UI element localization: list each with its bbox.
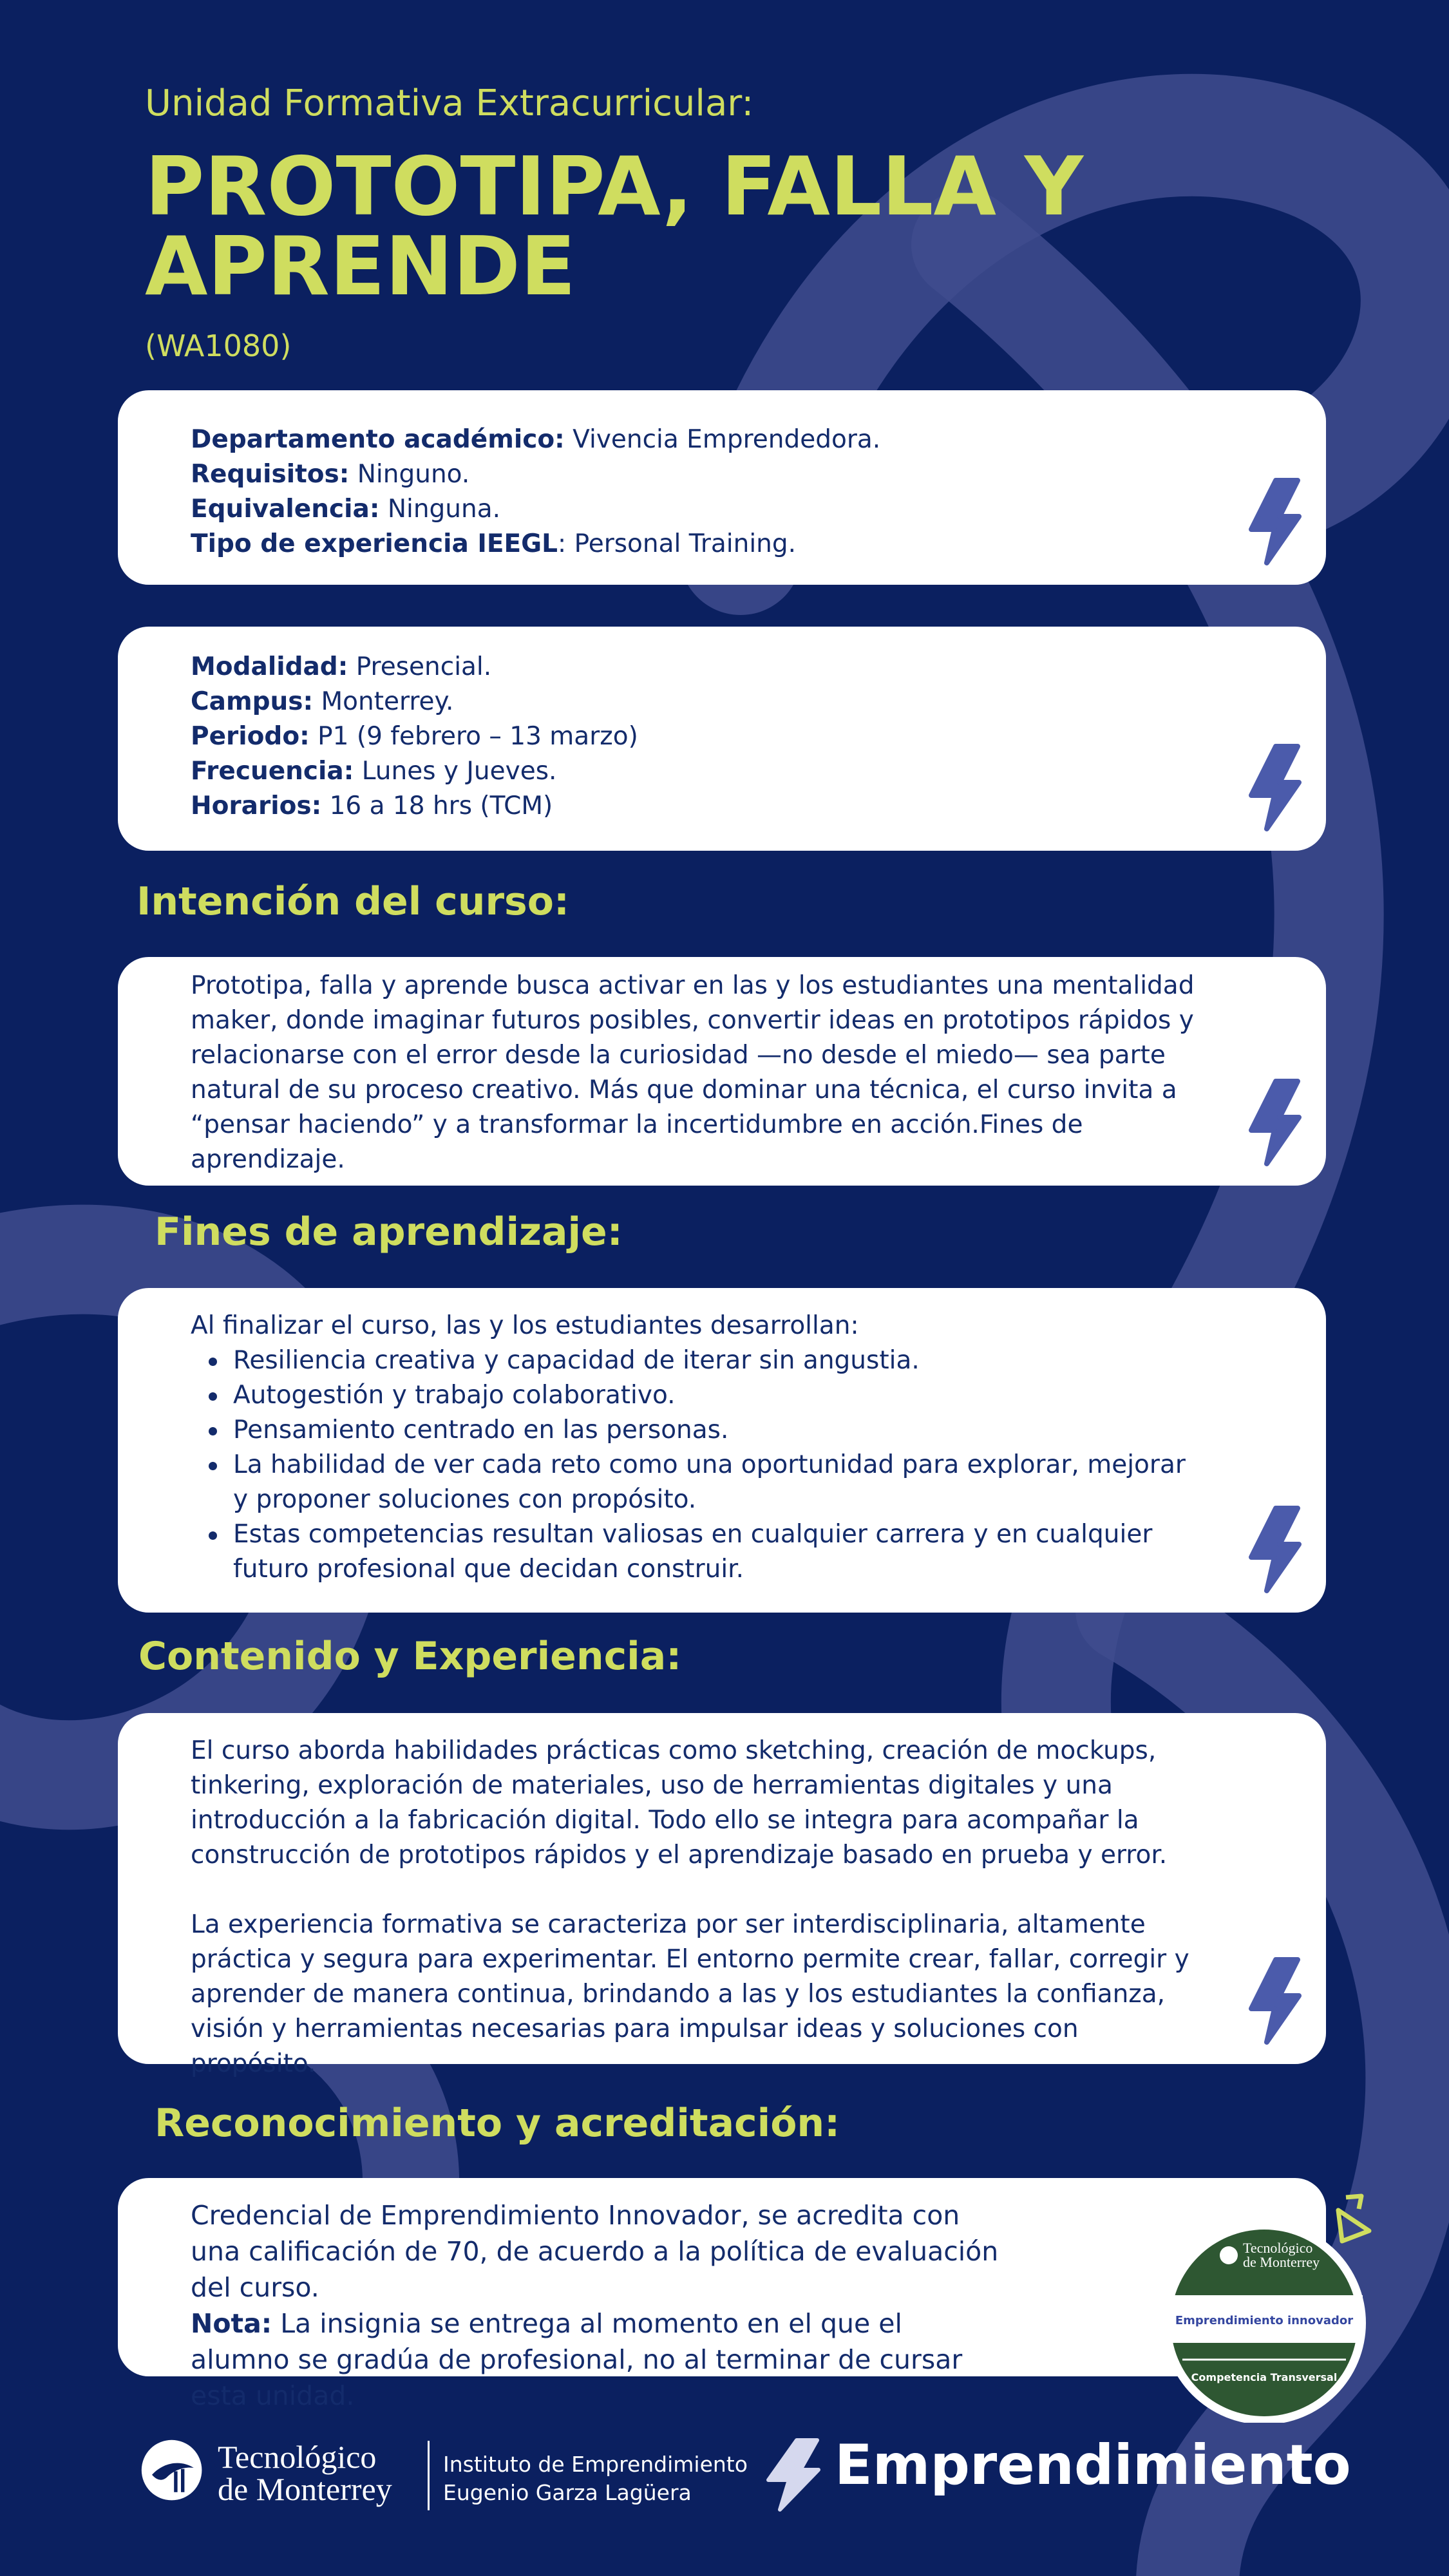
info-value: Ninguno. [349, 460, 470, 489]
section-title-intencion: Intención del curso: [137, 879, 569, 924]
footer-institute [443, 2450, 748, 2507]
badge-ribbon-text: Emprendimiento innovador [1175, 2314, 1354, 2327]
list-item: Estas competencias resultan valiosas en cualquier carrera y en cualquier futuro profesional que decidan construir. [191, 1517, 1197, 1587]
info-row [191, 789, 1197, 824]
lightning-bolt-icon [1247, 1506, 1302, 1593]
contenido-card [118, 1713, 1326, 2078]
list-item: La habilidad de ver cada reto como una oportunidad para explorar, mejorar y proponer soluciones con propósito. [191, 1448, 1197, 1517]
badge-brand-line-1: Tecnológico [1243, 2240, 1313, 2256]
info-label: Frecuencia: [191, 757, 354, 786]
fines-intro: Al finalizar el curso, las y los estudiantes desarrollan: [191, 1311, 859, 1340]
info-row [191, 527, 1197, 562]
badge-brand-line-2: de Monterrey [1243, 2254, 1320, 2270]
info-label: Campus: [191, 687, 314, 716]
lightning-bolt-icon [1247, 1079, 1302, 1166]
note-label: Nota: [191, 2308, 272, 2339]
contenido-paragraph-2: La experiencia formativa se caracteriza por ser interdisciplinaria, altamente práctica y segura para experimentar. El entorno permite crear, fallar, corregir y aprender de manera continua, brindando a las y los estudiantes la confianza, visión y herramientas necesarias para impulsar ideas y soluciones con propósito. [191, 1910, 1189, 2078]
emprendimiento-bolt-icon [763, 2438, 821, 2512]
info-label: Requisitos: [191, 460, 350, 489]
course-code: (WA1080) [145, 328, 292, 363]
lightning-bolt-icon [1247, 744, 1302, 831]
section-title-reconocimiento: Reconocimiento y acreditación: [155, 2101, 840, 2146]
info-label: Modalidad: [191, 652, 348, 681]
course-title: PROTOTIPA, FALLA Y APRENDE [145, 139, 1084, 314]
info-value: P1 (9 febrero – 13 marzo) [309, 722, 638, 751]
info-label: Horarios: [191, 791, 322, 820]
credential-badge [1151, 2191, 1383, 2423]
section-title-fines: Fines de aprendizaje: [155, 1209, 623, 1255]
info-card-schedule [118, 627, 1326, 851]
info-value: Lunes y Jueves. [354, 757, 557, 786]
fines-card [118, 1288, 1326, 1613]
reconocimiento-text: Credencial de Emprendimiento Innovador, se acredita con una calificación de 70, de acuerdo a la política de evaluación del curso. [191, 2200, 999, 2303]
badge-bottom-text: Competencia Transversal [1191, 2371, 1338, 2383]
intencion-card [118, 957, 1326, 1186]
section-title-contenido: Contenido y Experiencia: [138, 1634, 682, 1679]
info-value: 16 a 18 hrs (TCM) [321, 791, 553, 820]
footer-tec-line-2: de Monterrey [218, 2471, 392, 2507]
intencion-text: Prototipa, falla y aprende busca activar en las y los estudiantes una mentalidad maker, donde imaginar futuros posibles, convertir ideas en prototipos rápidos y relacionarse con el error desde la curiosidad —no desde el miedo— sea parte natural de su proceso creativo. Más que dominar una técnica, el curso invita a “pensar haciendo” y a transformar la incertidumbre en acción.Fines de aprendizaje. [191, 971, 1195, 1174]
footer-divider [428, 2441, 430, 2510]
info-card-academic [118, 390, 1326, 585]
info-value: Monterrey. [313, 687, 454, 716]
info-row [191, 650, 1197, 685]
list-item: Pensamiento centrado en las personas. [191, 1413, 1197, 1448]
footer-tec-name [218, 2441, 392, 2505]
fines-list [191, 1343, 1197, 1587]
info-value: Vivencia Emprendedora. [564, 425, 881, 454]
info-row [191, 719, 1197, 754]
footer-institute-line-1: Instituto de Emprendimiento [443, 2452, 748, 2477]
reconocimiento-note [191, 2306, 1004, 2414]
info-label: Equivalencia: [191, 495, 380, 524]
info-value: : Personal Training. [558, 529, 797, 558]
lightning-bolt-icon [1247, 1957, 1302, 2045]
footer-brand: Emprendimiento [835, 2433, 1351, 2497]
info-row [191, 422, 1197, 457]
info-row [191, 457, 1197, 492]
footer-tec-line-1: Tecnológico [218, 2439, 377, 2475]
unit-type-subtitle: Unidad Formativa Extracurricular: [145, 82, 754, 124]
info-label: Tipo de experiencia IEEGL [191, 529, 558, 558]
info-row [191, 754, 1197, 789]
note-text: La insignia se entrega al momento en el que el alumno se gradúa de profesional, no al terminar de cursar esta unidad. [191, 2308, 963, 2411]
footer-institute-line-2: Eugenio Garza Lagüera [443, 2480, 692, 2505]
info-label: Departamento académico: [191, 425, 565, 454]
info-label: Periodo: [191, 722, 310, 751]
list-item: Autogestión y trabajo colaborativo. [191, 1378, 1197, 1413]
info-row [191, 685, 1197, 719]
contenido-paragraph-1: El curso aborda habilidades prácticas como sketching, creación de mockups, tinkering, exploración de materiales, uso de herramientas digitales y una introducción a la fabricación digital. Todo ello se integra para acompañar la construcción de prototipos rápidos y el aprendizaje basado en prueba y error. [191, 1736, 1168, 1870]
list-item: Resiliencia creativa y capacidad de iterar sin angustia. [191, 1343, 1197, 1378]
tec-monterrey-logo-icon [140, 2439, 210, 2508]
paragraph-spacer [191, 1873, 1197, 1908]
info-value: Presencial. [348, 652, 492, 681]
lightning-bolt-icon [1247, 478, 1302, 565]
info-row [191, 492, 1197, 527]
info-value: Ninguna. [379, 495, 501, 524]
